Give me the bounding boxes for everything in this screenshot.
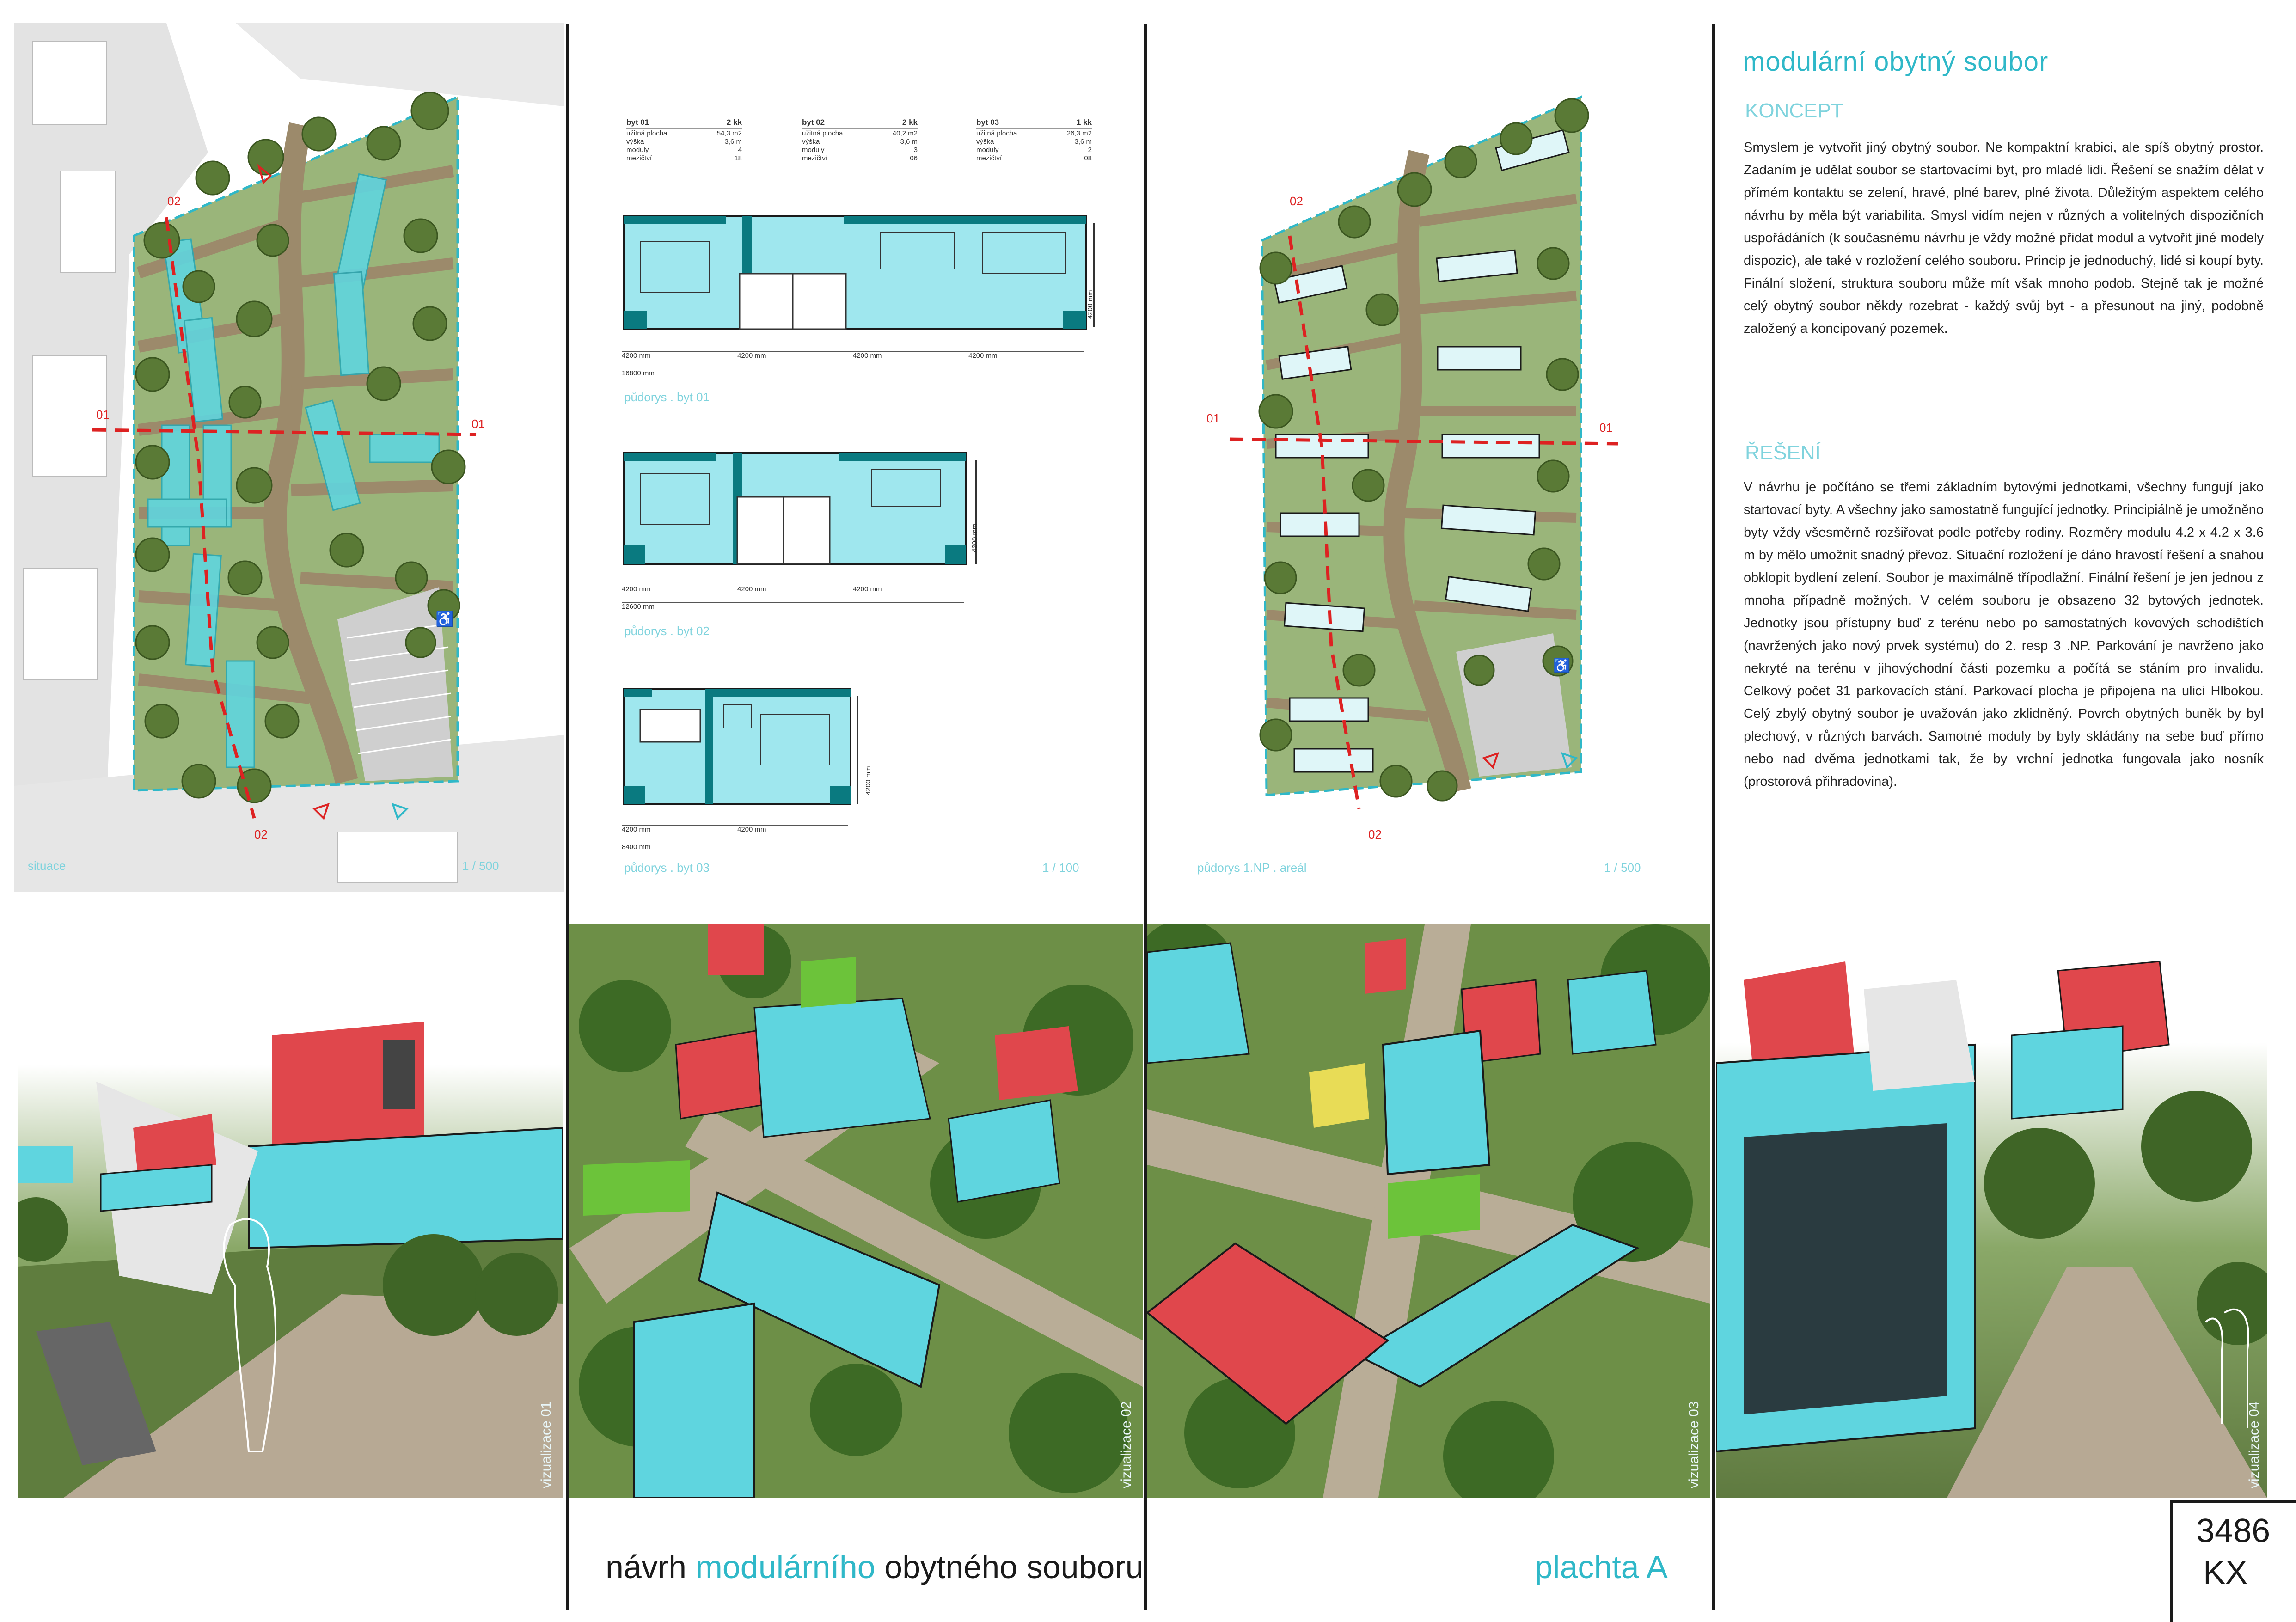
dim-label: 4200 mm: [622, 826, 651, 833]
apartment-table-01: [626, 118, 742, 163]
concept-heading: KONCEPT: [1745, 99, 1843, 122]
code-letters: KX: [2203, 1554, 2248, 1591]
stat-label: moduly: [976, 146, 999, 154]
apartment-type: 2 kk: [902, 118, 918, 127]
stat-value: 2: [1088, 146, 1092, 154]
dim-total: 12600 mm: [622, 603, 655, 611]
footer-title-accent: modulárního: [695, 1549, 876, 1585]
stat-label: moduly: [626, 146, 649, 154]
dim-label: 4200 mm: [737, 826, 766, 833]
stat-label: výška: [802, 138, 820, 146]
stat-value: 4: [738, 146, 742, 154]
visualization-02-drawing: [569, 924, 1143, 1498]
site-caption: situace: [28, 859, 66, 873]
footer-title-pre: návrh: [606, 1549, 687, 1585]
visualization-03-drawing: [1147, 924, 1710, 1498]
floor-plan-03: [622, 686, 862, 811]
concept-text: Smyslem je vytvořit jiný obytný soubor. Ne kompaktní krabici, ale spíš obytný prostor. Zadaním je udělat soubor se startovacími byt, pro mladé lidi. Řešení se snažím dělat v přímém kontaktu se zelení, hravé, plné barev, plné života. Důležitým aspektem celého návrhu by měla být variabilita. Smysl vidím nejen v různých a volitelných dispozičních uspořádáních (k současnému návrhu je vždy možné přidat modul a vytvořit jiné modely dispozic), ale také v rozložení celého souboru. Princip je jednoduchý, lidé si koupí byty. Finální složení, struktura souboru může mít však mnoho podob. Stejně tak je možné celý obytný soubor někdy rozebrat - každý svůj byt - a přesunout na jiný, podobně založený a koncipovaný pozemek.: [1744, 140, 2264, 336]
svg-text:♿: ♿: [435, 611, 454, 627]
plan-02-total: [622, 602, 964, 611]
footer-title: [606, 1549, 1144, 1585]
plans-scale: 1 / 100: [1042, 861, 1079, 875]
apartment-name: byt 02: [802, 118, 825, 127]
divider-3: [1712, 24, 1715, 1610]
dim-total: 8400 mm: [622, 843, 651, 851]
dim-label: 4200 mm: [853, 585, 882, 593]
section-mark-01-left: 01: [96, 408, 110, 422]
section-mark-02-bottom: 02: [254, 827, 268, 841]
stat-value: 26,3 m2: [1066, 129, 1092, 137]
plan-02-caption: půdorys . byt 02: [624, 624, 710, 638]
stat-label: užitná plocha: [976, 129, 1017, 137]
visualization-03: [1147, 924, 1710, 1498]
floor-plan-01: [622, 214, 1102, 336]
stat-value: 08: [1084, 154, 1092, 162]
code-number: 3486: [2196, 1512, 2271, 1549]
stat-label: výška: [626, 138, 644, 146]
dim-label: 4200 mm: [622, 352, 651, 360]
section-mark-02-top: 02: [167, 194, 181, 208]
stat-value: 54,3 m2: [716, 129, 742, 137]
viz-label-04: vizualizace 04: [2247, 1401, 2262, 1488]
stat-value: 3,6 m: [724, 138, 742, 146]
site-scale: 1 / 500: [462, 859, 499, 873]
poster-title: modulární obytný soubor: [1743, 47, 2049, 77]
apartment-type: 2 kk: [726, 118, 742, 127]
plan-01-height: 4200 mm: [1086, 290, 1094, 319]
plan-03-caption: půdorys . byt 03: [624, 861, 710, 875]
apartment-table-03: [976, 118, 1092, 163]
solution-text: V návrhu je počítáno se třemi základním bytovými jednotkami, všechny fungují jako startovací byty. A všechny jako samostatně fungující jednotky. Principiálně je umožněno byty vždy všesměrně rozšiřovat podle potřeby rodiny. Rozměry modulu 4.2 x 4.2 x 3.6 m by mělo umožnit snadný převoz. Situační rozložení je dáno hravostí řešení a snahou obklopit bydlení zelení. Soubor je maximálně třípodlažní. Finální řešení je jen jednou z mnoha případně možných. V celém souboru je obsazeno 32 bytových jednotek. Jednotky jsou přístupny buď z terénu nebo po samostatných kovových schodištích (navržených jako nový prvek systému) do 2. resp 3 .NP. Parkování je navrženo jako nekryté na terénu v jihovýchodní části pozemku a počítá se stáním pro invalidu. Celkový počet 31 parkovacích stání. Parkovací plocha je připojena na ulici Hlbokou. Celý zbylý obytný soubor je uvažován jako zklidněný. Povrch obytných buněk by byl plechový, v různých barvách. Samotné moduly by byly skládány na sebe buď přímo nebo nad dvěma jednotkami tak, že by vrchní jednotka fungovala jako nosník (prostorová přihradovina).: [1744, 480, 2264, 789]
area-section-mark-01-right: 01: [1599, 421, 1613, 435]
svg-text:♿: ♿: [1553, 658, 1571, 673]
stat-label: užitná plocha: [802, 129, 843, 137]
viz-label-01: vizualizace 01: [539, 1401, 554, 1488]
divider-1: [566, 24, 569, 1610]
area-plan: [1206, 69, 1646, 855]
dim-label: 4200 mm: [853, 352, 882, 360]
area-plan-drawing: [1220, 69, 1646, 855]
apartment-name: byt 01: [626, 118, 649, 127]
area-section-mark-01-left: 01: [1206, 411, 1220, 425]
stat-value: 18: [734, 154, 742, 162]
solution-heading: ŘEŠENÍ: [1745, 441, 1821, 464]
viz-label-02: vizualizace 02: [1119, 1401, 1134, 1488]
visualization-01: [18, 943, 563, 1498]
visualization-02: [569, 924, 1143, 1498]
apartment-table-02: [802, 118, 918, 163]
plan-03-total: [622, 843, 848, 851]
plan-03-dims: [622, 825, 848, 833]
stat-value: 3: [913, 146, 918, 154]
dim-label: 4200 mm: [622, 585, 651, 593]
plan-01-caption: půdorys . byt 01: [624, 390, 710, 404]
visualization-04-drawing: [1716, 943, 2267, 1498]
apartment-type: 1 kk: [1076, 118, 1092, 127]
divider-2: [1144, 24, 1147, 1610]
dim-label: 4200 mm: [737, 585, 766, 593]
stat-value: 3,6 m: [900, 138, 918, 146]
area-plan-scale: 1 / 500: [1604, 861, 1641, 875]
apartment-name: byt 03: [976, 118, 999, 127]
stat-label: mezičtví: [626, 154, 652, 162]
stat-label: mezičtví: [802, 154, 828, 162]
stat-label: mezičtví: [976, 154, 1002, 162]
stat-value: 3,6 m: [1074, 138, 1092, 146]
stat-value: 06: [910, 154, 918, 162]
section-mark-01-right: 01: [471, 417, 485, 431]
sheet-label: plachta A: [1535, 1549, 1668, 1585]
area-section-mark-02-bottom: 02: [1368, 827, 1382, 841]
dim-label: 4200 mm: [737, 352, 766, 360]
stat-label: výška: [976, 138, 994, 146]
plan-02-dims: [622, 585, 964, 593]
site-plan-drawing: [14, 23, 564, 892]
plan-01-total: [622, 369, 1084, 377]
visualization-01-drawing: [18, 943, 563, 1498]
stat-label: moduly: [802, 146, 825, 154]
area-plan-caption: půdorys 1.NP . areál: [1197, 861, 1307, 875]
footer-title-post: obytného souboru: [884, 1549, 1144, 1585]
plan-01-dims: [622, 351, 1084, 360]
floor-plan-02: [622, 451, 982, 569]
area-section-mark-02-top: 02: [1290, 194, 1303, 208]
code-box: [2170, 1500, 2296, 1622]
plan-03-height: 4200 mm: [864, 766, 872, 795]
site-plan: [14, 23, 564, 892]
dim-total: 16800 mm: [622, 369, 655, 377]
dim-label: 4200 mm: [968, 352, 998, 360]
stat-label: užitná plocha: [626, 129, 667, 137]
stat-value: 40,2 m2: [892, 129, 918, 137]
plan-02-height: 4200 mm: [971, 523, 979, 552]
viz-label-03: vizualizace 03: [1686, 1401, 1702, 1488]
visualization-04: [1716, 943, 2267, 1498]
